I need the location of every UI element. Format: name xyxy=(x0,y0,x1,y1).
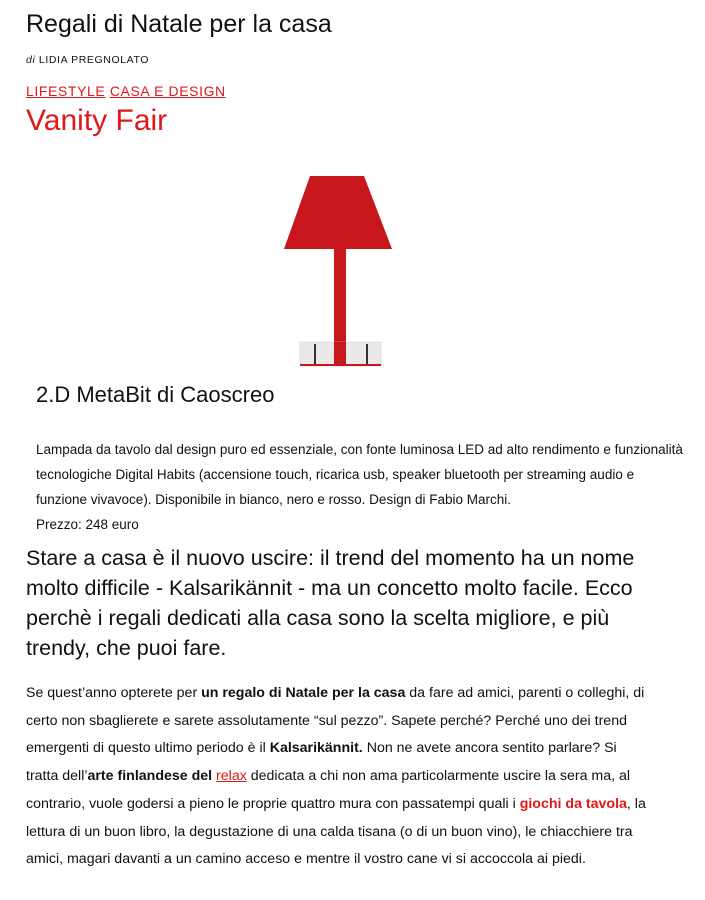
body-text: Se quest’anno opterete per xyxy=(26,685,202,701)
lamp-base-shadow xyxy=(300,364,381,366)
product-title: 2.D MetaBit di Caoscreo xyxy=(36,382,275,407)
category-links xyxy=(26,83,226,99)
lamp-base-stripe-right xyxy=(366,344,368,364)
product-description-block xyxy=(36,437,684,537)
product-description: Lampada da tavolo dal design puro ed essenziale, con fonte luminosa LED ad alto rendimento e funzionalità tecnologiche Digital Habits (accensione touch, ricarica usb, speaker bluetooth per streaming audio e funzione vivavoce). Disponibile in bianco, nero e rosso. Design di Fabio Marchi. xyxy=(36,442,683,507)
lamp-shade xyxy=(284,176,392,249)
body-text: Non ne avete ancora sentito parlare? Si tratta dell’ xyxy=(26,740,617,785)
relax-link[interactable]: relax xyxy=(216,768,247,785)
body-bold: arte finlandese del xyxy=(87,768,213,785)
author-name[interactable]: LIDIA PREGNOLATO xyxy=(38,54,150,66)
article-body xyxy=(26,680,646,874)
byline-prefix: di xyxy=(26,54,36,66)
lamp-base-stripe-left xyxy=(314,344,316,364)
body-text: dedicata a chi non ama particolarmente uscire la sera ma, al contrario, vuole godersi a pieno le proprie quattro mura con passatempi quali i xyxy=(26,768,631,812)
table-lamp-icon xyxy=(284,176,404,371)
article-lead: Stare a casa è il nuovo uscire: il trend del momento ha un nome molto difficile - Kalsarikännit - ma un concetto molto facile. Ecco perchè i regali dedicati alla casa sono la scelta migliore, e più trendy, che puoi fare. xyxy=(26,546,635,660)
category-link-lifestyle[interactable]: LIFESTYLE xyxy=(26,83,106,99)
body-bold: un regalo di Natale per la casa xyxy=(201,685,406,701)
body-text: , la lettura di un buon libro, la degustazione di una calda tisana (o di un buon vino), le chiacchiere tra amici, magari davanti a un camino acceso e mentre il vostro cane vi si accoccola ai piedi. xyxy=(26,795,646,868)
lamp-base-stem xyxy=(334,342,346,366)
byline xyxy=(26,54,149,66)
page-title: Regali di Natale per la casa xyxy=(26,10,332,38)
category-link-casa-design[interactable]: CASA E DESIGN xyxy=(109,83,226,99)
body-bold: Kalsarikännit. xyxy=(269,740,363,757)
product-price: Prezzo: 248 euro xyxy=(36,517,139,532)
brand-logo[interactable]: Vanity Fair xyxy=(26,104,168,137)
body-text: da fare ad amici, parenti o colleghi, di certo non sbaglierete e sarete assolutamente “sul pezzo”. Sapete perché? Perché uno dei trend emergenti di questo ultimo periodo è il xyxy=(26,685,645,757)
giochi-da-tavola-link[interactable]: giochi da tavola xyxy=(519,795,627,812)
